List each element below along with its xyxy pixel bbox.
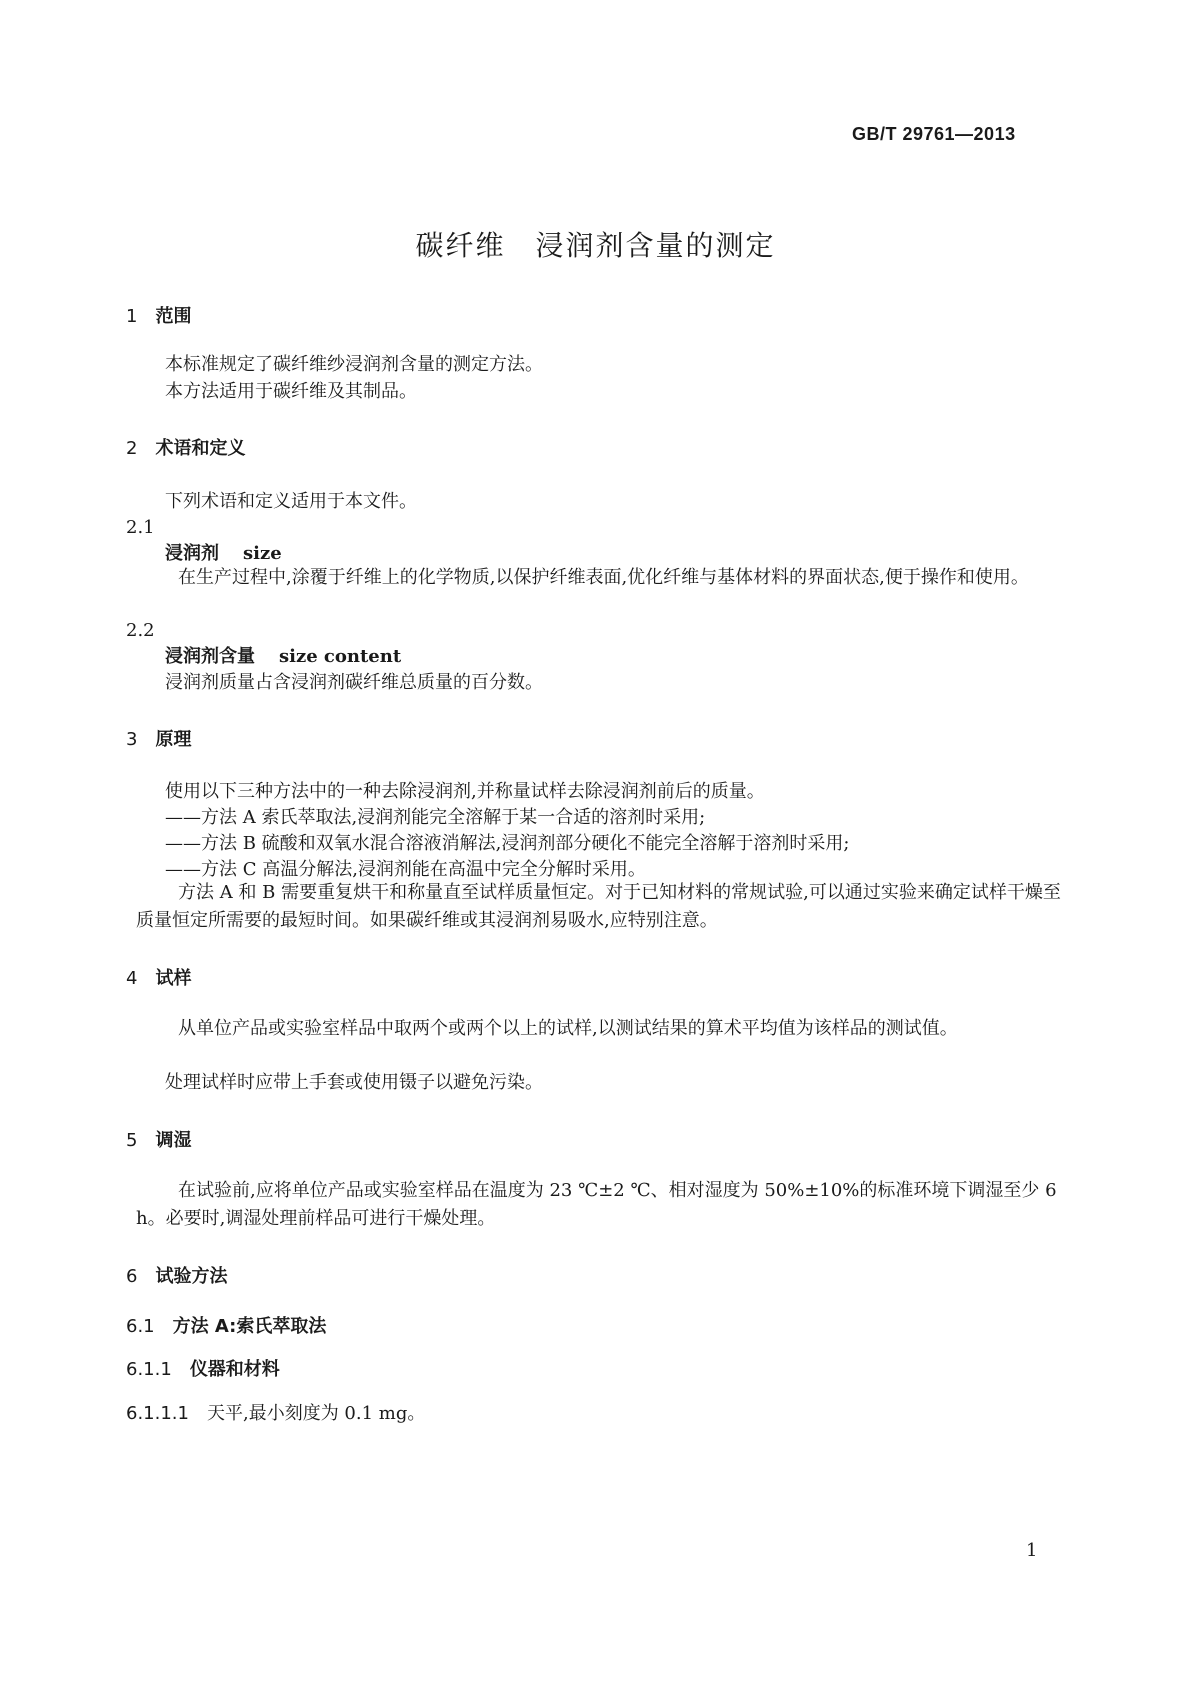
section-title: 仪器和材料 <box>189 1359 280 1380</box>
section-4-heading <box>126 964 191 990</box>
paragraph: 使用以下三种方法中的一种去除浸润剂,并称量试样去除浸润剂前后的质量。 <box>165 781 765 802</box>
section-title: 范围 <box>155 306 192 327</box>
section-title: 调湿 <box>155 1130 192 1151</box>
term-number: 2.2 <box>126 620 155 641</box>
page-number: 1 <box>1026 1540 1038 1561</box>
section-number: 6 <box>126 1266 138 1287</box>
term-heading <box>165 644 401 670</box>
section-number: 4 <box>126 968 138 989</box>
list-item: ——方法 C 高温分解法,浸润剂能在高温中完全分解时采用。 <box>165 859 646 880</box>
section-number: 5 <box>126 1130 138 1151</box>
section-5-heading <box>126 1126 191 1152</box>
section-3-heading <box>126 725 191 751</box>
section-number: 2 <box>126 438 138 459</box>
document-title: 碳纤维 浸润剂含量的测定 <box>415 229 776 262</box>
section-number: 1 <box>126 306 138 327</box>
term-number: 2.1 <box>126 517 155 538</box>
subsection-6-1-heading <box>126 1312 326 1338</box>
section-number: 6.1 <box>126 1316 155 1337</box>
list-item: ——方法 A 索氏萃取法,浸润剂能完全溶解于某一合适的溶剂时采用; <box>165 807 706 828</box>
paragraph: 下列术语和定义适用于本文件。 <box>165 491 417 512</box>
list-item: ——方法 B 硫酸和双氧水混合溶液消解法,浸润剂部分硬化不能完全溶解于溶剂时采用; <box>165 833 850 854</box>
term-label: 浸润剂含量 <box>165 646 255 667</box>
term-english: size content <box>279 646 402 667</box>
section-title: 试样 <box>155 968 192 989</box>
paragraph: 在试验前,应将单位产品或实验室样品在温度为 23 ℃±2 ℃、相对湿度为 50%±10%的标准环境下调湿至少 6 h。必要时,调湿处理前样品可进行干燥处理。 <box>136 1180 1057 1229</box>
paragraph: 处理试样时应带上手套或使用镊子以避免污染。 <box>165 1072 543 1093</box>
section-title: 试验方法 <box>155 1266 228 1287</box>
section-number: 3 <box>126 729 138 750</box>
paragraph: 方法 A 和 B 需要重复烘干和称量直至试样质量恒定。对于已知材料的常规试验,可以通过实验来确定试样干燥至质量恒定所需要的最短时间。如果碳纤维或其浸润剂易吸水,应特别注意。 <box>136 882 1061 931</box>
term-definition: 在生产过程中,涂覆于纤维上的化学物质,以保护纤维表面,优化纤维与基体材料的界面状态,便于操作和使用。 <box>178 567 1029 588</box>
term-label: 浸润剂 <box>165 543 219 564</box>
section-2-heading <box>126 434 245 460</box>
section-1-heading <box>126 302 191 328</box>
section-title: 原理 <box>155 729 192 750</box>
section-title: 术语和定义 <box>155 438 246 459</box>
paragraph: 从单位产品或实验室样品中取两个或两个以上的试样,以测试结果的算术平均值为该样品的测试值。 <box>178 1018 958 1039</box>
standard-code: GB/T 29761—2013 <box>852 124 1016 144</box>
section-6-heading <box>126 1262 227 1288</box>
clause-text: 天平,最小刻度为 0.1 mg。 <box>206 1403 426 1424</box>
section-number: 6.1.1.1 <box>126 1403 189 1424</box>
term-english: size <box>243 543 282 564</box>
section-title: 方法 A:索氏萃取法 <box>172 1316 327 1337</box>
section-number: 6.1.1 <box>126 1359 172 1380</box>
paragraph: 本标准规定了碳纤维纱浸润剂含量的测定方法。 <box>165 354 543 375</box>
clause-6-1-1-1 <box>126 1401 425 1427</box>
term-definition: 浸润剂质量占含浸润剂碳纤维总质量的百分数。 <box>165 672 543 693</box>
subsection-6-1-1-heading <box>126 1355 280 1381</box>
paragraph: 本方法适用于碳纤维及其制品。 <box>165 381 417 402</box>
